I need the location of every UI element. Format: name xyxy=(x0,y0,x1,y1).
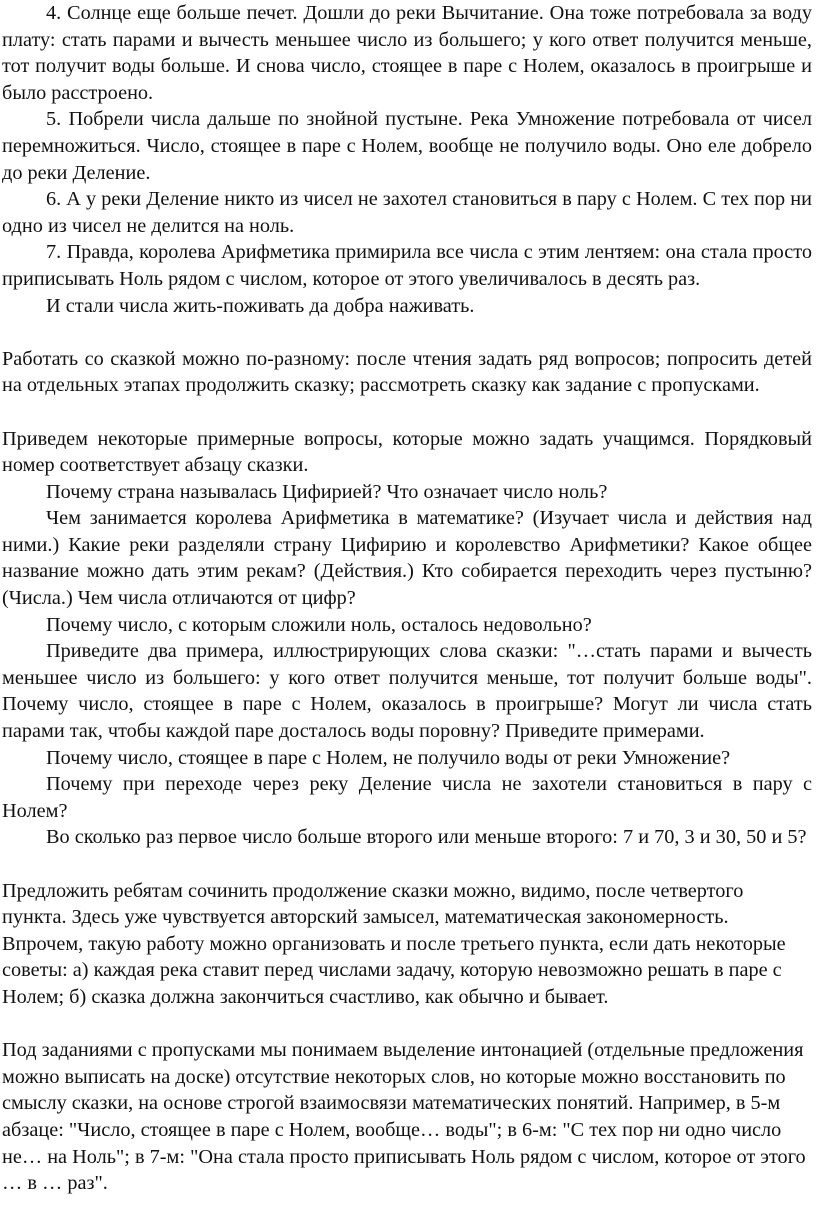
continuation-paragraph: Предложить ребятам сочинить продолжение сказки можно, видимо, после четвертого пункта. Здесь уже чувствуется авторский замысел, математическая закономерность. Впрочем, такую работу можно организовать и после третьего пункта, если дать некоторые советы: а) каждая река ставит перед числами задачу, которую невозможно решать в паре с Нолем; б) сказка должна закончиться счастливо, как обычно и бывает. xyxy=(2,879,786,1008)
story-paragraph-5: 5. Побрели числа дальше по знойной пустыне. Река Умножение потребовала от чисел перемножиться. Число, стоящее в паре с Нолем, вообще не получило воды. Оно еле добрело до реки Деление. xyxy=(2,108,812,184)
question-1: Почему страна называлась Цифирией? Что означает число ноль? xyxy=(46,480,608,503)
story-paragraph-7: 7. Правда, королева Арифметика примирила все числа с этим лентяем: она стала просто приписывать Ноль рядом с числом, которое от этого увеличивалось в десять раз. xyxy=(2,241,812,290)
spacer xyxy=(2,1011,812,1038)
question-6: Почему при переходе через реку Деление числа не захотели становиться в пару с Нолем? xyxy=(2,773,812,822)
question-7: Во сколько раз первое число больше второго или меньше второго: 7 и 70, 3 и 30, 50 и 5? xyxy=(46,826,807,849)
question-3: Почему число, с которым сложили ноль, осталось недовольно? xyxy=(46,613,592,636)
story-ending: И стали числа жить-поживать да добра наживать. xyxy=(46,294,475,317)
questions-intro: Приведем некоторые примерные вопросы, которые можно задать учащимся. Порядковый номер соответствует абзацу сказки. xyxy=(2,427,812,477)
spacer xyxy=(2,399,812,426)
story-paragraph-4: 4. Солнце еще больше печет. Дошли до реки Вычитание. Она тоже потребовала за воду плату: стать парами и вычесть меньшее число из большего; у кого ответ получится меньше, тот получит воды больше. И снова число, стоящее в паре с Нолем, оказалось в проигрыше и было расстроено. xyxy=(2,2,812,104)
spacer xyxy=(2,851,812,878)
story-paragraph-6: 6. А у реки Деление никто из чисел не захотел становиться в пару с Нолем. С тех пор ни одно из чисел не делится на ноль. xyxy=(2,188,812,237)
question-5: Почему число, стоящее в паре с Нолем, не получило воды от реки Умножение? xyxy=(46,746,731,769)
gaps-paragraph: Под заданиями с пропусками мы понимаем выделение интонацией (отдельные предложения можно выписать на доске) отсутствие некоторых слов, но которые можно восстановить по смыслу сказки, на основе строгой взаимосвязи математических понятий. Например, в 5-м абзаце: "Число, стоящее в паре с Нолем, вообще… воды"; в 6-м: "С тех пор ни одно число не… на Ноль"; в 7-м: "Она стала просто приписывать Ноль рядом с числом, которое от этого … в … раз". xyxy=(2,1039,806,1195)
spacer xyxy=(2,319,812,346)
question-4: Приведите два примера, иллюстрирующих слова сказки: "…стать парами и вычесть меньшее число из большего: у кого ответ получится меньше, тот получит больше воды". Почему число, стоящее в паре с Нолем, оказалось в проигрыше? Могут ли числа стать парами так, чтобы каждой паре досталось воды поровну? Приведите примерами. xyxy=(2,640,812,743)
work-paragraph: Работать со сказкой можно по-разному: после чтения задать ряд вопросов; попросить детей на отдельных этапах продолжить сказку; рассмотреть сказку как задание с пропусками. xyxy=(2,347,812,397)
question-2: Чем занимается королева Арифметика в математике? (Изучает числа и действия над ними.) Какие реки разделяли страну Цифирию и королевство Арифметики? Какое общее название можно дать этим рекам? (Действия.) Кто собирается переходить через пустыню? (Числа.) Чем числа отличаются от цифр? xyxy=(2,507,812,610)
